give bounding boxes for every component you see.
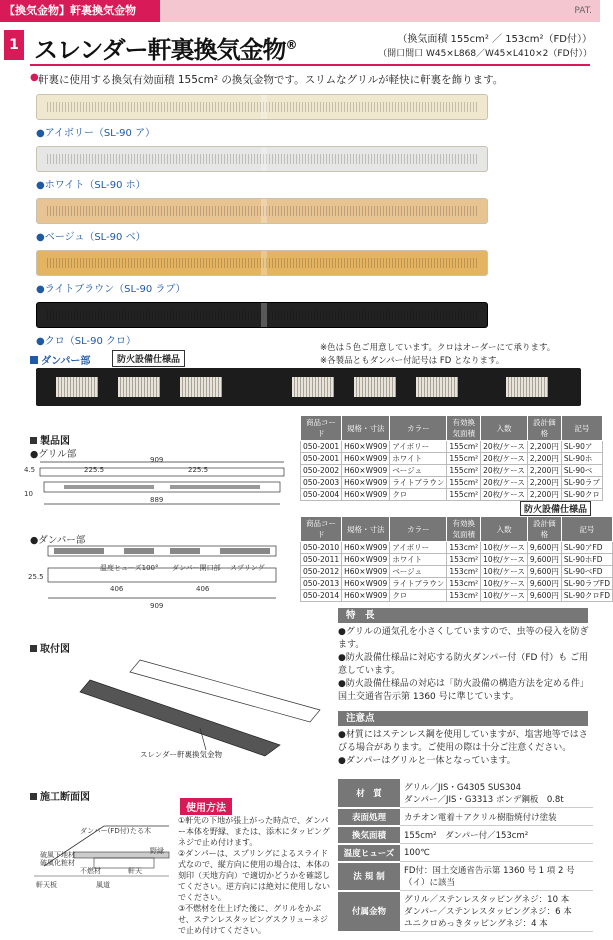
dim-25: 25.5: [28, 573, 44, 581]
table-cell: 2,200円: [527, 489, 561, 501]
table-cell: 2,200円: [527, 441, 561, 453]
grille-joint: [261, 303, 267, 327]
damper-window: [506, 377, 548, 397]
table-cell: 9,600円: [527, 578, 561, 590]
list-item: ①軒先の下地が張上がった時点で、ダンパー本体を野縁、または、添木にタッピングネジで止め付けます。: [178, 816, 330, 847]
table-cell: 10枚/ケース: [481, 542, 528, 554]
table-cell: ベージュ: [390, 465, 447, 477]
table-cell: SL-90ラブFD: [561, 578, 612, 590]
table-row: [301, 453, 603, 465]
table-cell: H60×W909: [342, 554, 390, 566]
note-2: ※各製品ともダンパー付記号は FD となります。: [320, 356, 505, 366]
square-icon: [30, 645, 37, 652]
section-label: たる木: [130, 827, 151, 835]
damper-window: [354, 377, 396, 397]
column-header: カラー: [390, 517, 447, 542]
spec-table-standard: [300, 415, 603, 501]
table-cell: 050-2012: [301, 566, 342, 578]
table-cell: SL-90ホFD: [561, 554, 612, 566]
grille-drawing: [34, 456, 296, 512]
table-cell: 155cm²: [447, 489, 481, 501]
material-key: 付属金物: [338, 891, 400, 932]
table-row: [301, 554, 613, 566]
material-key: 材 質: [338, 779, 400, 808]
table-cell: SL-90ベFD: [561, 566, 612, 578]
damper-drawing: [34, 544, 296, 614]
dim-total: 909: [150, 456, 164, 464]
table-cell: 050-2011: [301, 554, 342, 566]
color-label: ●ベージュ（SL-90 ベ）: [36, 232, 146, 243]
features-list: [338, 626, 593, 704]
table-cell: SL-90ベ: [561, 465, 602, 477]
table-row: [338, 844, 593, 862]
table-row: [301, 578, 613, 590]
drawing-heading: 製品図: [30, 432, 70, 447]
table-cell: H60×W909: [342, 489, 390, 501]
table-row: [338, 808, 593, 826]
square-icon: [30, 356, 38, 364]
column-header: 入数: [481, 517, 528, 542]
page-title: スレンダー軒裏換気金物®: [34, 36, 297, 64]
grille-joint: [261, 199, 267, 223]
table-cell: SL-90ラブ: [561, 477, 602, 489]
mounting-drawing: [80, 650, 325, 760]
table-cell: 20枚/ケース: [481, 477, 528, 489]
column-header: 規格・寸法: [342, 517, 390, 542]
table-cell: クロ: [390, 590, 447, 602]
column-header: 設計価格: [527, 416, 561, 441]
damper-window: [56, 377, 98, 397]
table-cell: SL-90ホ: [561, 453, 602, 465]
color-label: ●ホワイト（SL-90 ホ）: [36, 180, 146, 191]
table-cell: ライトブラウン: [390, 477, 447, 489]
column-header: 記号: [561, 517, 612, 542]
bullet-icon: ●: [30, 72, 39, 83]
grille-photo: [36, 94, 488, 120]
table-cell: 153cm²: [447, 590, 481, 602]
table-cell: 20枚/ケース: [481, 441, 528, 453]
note-1: ※色は５色ご用意しています。クロはオーダーにて承ります。: [320, 343, 556, 353]
column-header: 設計価格: [527, 517, 561, 542]
damper-photo: [36, 368, 581, 406]
damper-window: [416, 377, 458, 397]
square-icon: [30, 437, 37, 444]
table-cell: 153cm²: [447, 554, 481, 566]
table-cell: アイボリー: [390, 441, 447, 453]
table-cell: 10枚/ケース: [481, 566, 528, 578]
table-cell: 155cm²: [447, 453, 481, 465]
list-item: ●防火設備仕様品の対応は「防火設備の構造方法を定める件」国土交通省告示第 1360 号に準じています。: [338, 679, 589, 702]
material-value: 100℃: [400, 844, 593, 862]
list-item: ●防火設備仕様品に対応する防火ダンパー付（FD 付）も ご用意しています。: [338, 653, 589, 676]
grille-joint: [261, 147, 267, 171]
table-row: [301, 465, 603, 477]
material-key: 表面処理: [338, 808, 400, 826]
caution-heading: 注意点: [338, 711, 588, 726]
table-cell: SL-90アFD: [561, 542, 612, 554]
dim-406: 406: [110, 585, 124, 593]
color-label: ●クロ（SL-90 クロ）: [36, 336, 136, 347]
material-value: グリル／JIS・G4305 SUS304 ダンパー／JIS・G3313 ボンデ鋼板 0.8t: [400, 779, 593, 808]
damper-drawing-heading: ●ダンパー部: [30, 535, 86, 546]
table-cell: SL-90ア: [561, 441, 602, 453]
dim-inner: 889: [150, 496, 164, 504]
dim-edge2: 10: [24, 490, 33, 498]
section-label: 野縁: [150, 847, 164, 855]
table-cell: アイボリー: [390, 542, 447, 554]
table-row: [338, 891, 593, 932]
table-cell: 050-2002: [301, 465, 342, 477]
table-row: [301, 489, 603, 501]
table-cell: 050-2003: [301, 477, 342, 489]
table-cell: 155cm²: [447, 441, 481, 453]
list-item: ●グリルの通気孔を小さくしていますので、虫等の侵入を防ぎます。: [338, 627, 589, 650]
grille-photo: [36, 302, 488, 328]
damper-window: [292, 377, 334, 397]
usage-list: [178, 815, 333, 936]
patent-mark: PAT.: [574, 6, 592, 16]
title-rule: [30, 64, 590, 66]
table-header-row: [301, 416, 603, 441]
table-cell: ホワイト: [390, 453, 447, 465]
material-value: カチオン電着＋アクリル樹脂焼付け塗装: [400, 808, 593, 826]
table-cell: SL-90クロ: [561, 489, 602, 501]
caution-list: [338, 729, 593, 768]
table-cell: クロ: [390, 489, 447, 501]
material-value: グリル／ステンレスタッピングネジ：10 本 ダンパー／ステンレスタッピングネジ：6 本 ユニクロめっきタッピングネジ：4 本: [400, 891, 593, 932]
table-cell: 153cm²: [447, 578, 481, 590]
table-cell: 20枚/ケース: [481, 465, 528, 477]
table-row: [338, 862, 593, 891]
table-cell: 050-2014: [301, 590, 342, 602]
table-cell: H60×W909: [342, 453, 390, 465]
fire-label: 防火設備仕様品: [520, 501, 591, 516]
dim-406: 406: [196, 585, 210, 593]
column-header: 記号: [561, 416, 602, 441]
section-label: 軒天板: [36, 881, 57, 889]
grille-photo: [36, 146, 488, 172]
section-label: 破風化粧材: [40, 859, 75, 867]
color-label: ●アイボリー（SL-90 ア）: [36, 128, 156, 139]
list-item: ②ダンパーは、スプリングによるスライド式なので、縦方向に使用の場合は、本体の刻印（天地方向）で適切かどうかを確認してください。逆方向には絶対に使用しないでください。: [178, 849, 330, 902]
table-cell: 050-2013: [301, 578, 342, 590]
table-cell: 050-2010: [301, 542, 342, 554]
table-cell: 10枚/ケース: [481, 578, 528, 590]
table-cell: ライトブラウン: [390, 578, 447, 590]
table-cell: ベージュ: [390, 566, 447, 578]
section-heading: 施工断面図: [30, 788, 90, 803]
table-row: [301, 477, 603, 489]
table-row: [338, 826, 593, 844]
table-cell: 050-2004: [301, 489, 342, 501]
material-value: 155cm² ダンパー付／153cm²: [400, 826, 593, 844]
column-header: 有効換気面積: [447, 416, 481, 441]
table-cell: 153cm²: [447, 566, 481, 578]
damper-window: [180, 377, 222, 397]
spec-table-fire: [300, 516, 613, 602]
section-number: 1: [4, 30, 24, 60]
usage-heading: 使用方法: [180, 798, 232, 815]
list-item: ●ダンパーはグリルと一体となっています。: [338, 756, 516, 766]
table-cell: 20枚/ケース: [481, 453, 528, 465]
damper-opening-label: ダンパー開口部: [172, 564, 221, 572]
table-cell: 050-2001: [301, 441, 342, 453]
grille-joint: [261, 251, 267, 275]
table-header-row: [301, 517, 613, 542]
table-cell: 10枚/ケース: [481, 590, 528, 602]
table-cell: 050-2001: [301, 453, 342, 465]
grille-photo: [36, 198, 488, 224]
column-header: 商品コード: [301, 517, 342, 542]
table-cell: 2,200円: [527, 453, 561, 465]
dim-total: 909: [150, 602, 164, 610]
material-key: 換気面積: [338, 826, 400, 844]
table-cell: 2,200円: [527, 477, 561, 489]
damper-window: [118, 377, 160, 397]
section-label: 風道: [96, 881, 110, 889]
table-row: [301, 441, 603, 453]
spec-area: （換気面積 155cm² ／ 153cm²（FD付））: [397, 34, 592, 45]
grille-joint: [261, 95, 267, 119]
table-cell: H60×W909: [342, 477, 390, 489]
spring-label: スプリング: [230, 564, 265, 572]
grille-heading: ●グリル部: [30, 449, 77, 460]
fire-label: 防火設備仕様品: [112, 350, 185, 367]
section-label: 軒天: [128, 867, 142, 875]
section-label: 不燃材: [80, 867, 101, 875]
square-icon: [30, 793, 37, 800]
grille-photo: [36, 250, 488, 276]
table-row: [338, 779, 593, 808]
table-row: [301, 590, 613, 602]
materials-table: [338, 779, 593, 933]
table-cell: 155cm²: [447, 465, 481, 477]
mounting-heading: 取付図: [30, 640, 70, 655]
table-row: [301, 566, 613, 578]
column-header: 有効換気面積: [447, 517, 481, 542]
table-cell: SL-90クロFD: [561, 590, 612, 602]
list-item: ③不燃材を仕上げた後に、グリルをかぶせ、ステンレスタッピングスクリューネジで止め付けてください。: [178, 904, 328, 935]
lead-text: 軒裏に使用する換気有効面積 155cm² の換気金物です。スリムなグリルが軽快に軒裏を飾ります。: [38, 74, 504, 86]
color-label: ●ライトブラウン（SL-90 ラブ）: [36, 284, 186, 295]
mounting-caption: スレンダー軒裏換気金物: [140, 750, 223, 759]
table-cell: H60×W909: [342, 441, 390, 453]
table-cell: 10枚/ケース: [481, 554, 528, 566]
table-row: [301, 542, 613, 554]
table-cell: ホワイト: [390, 554, 447, 566]
table-cell: H60×W909: [342, 542, 390, 554]
dim-seg: 225.5: [84, 466, 105, 474]
category-label: 【換気金物】軒裏換気金物: [0, 0, 160, 22]
material-key: 温度ヒューズ: [338, 844, 400, 862]
list-item: ●材質にはステンレス鋼を使用していますが、塩害地等ではさびる場合があります。ご使用の際は十分ご注意ください。: [338, 730, 588, 753]
column-header: 入数: [481, 416, 528, 441]
material-key: 法 規 制: [338, 862, 400, 891]
fuse-label: 温度ヒューズ100°: [100, 564, 159, 572]
table-cell: 2,200円: [527, 465, 561, 477]
section-label: ダンパー(FD付): [80, 827, 130, 835]
table-cell: 9,600円: [527, 590, 561, 602]
material-value: FD付：国土交通省告示第 1360 号 1 項 2 号（イ）に該当: [400, 862, 593, 891]
table-cell: H60×W909: [342, 590, 390, 602]
table-cell: 20枚/ケース: [481, 489, 528, 501]
dim-seg: 225.5: [188, 466, 209, 474]
column-header: カラー: [390, 416, 447, 441]
column-header: 規格・寸法: [342, 416, 390, 441]
table-cell: H60×W909: [342, 465, 390, 477]
table-cell: 155cm²: [447, 477, 481, 489]
dim-edge: 4.5: [24, 466, 36, 474]
table-cell: 9,600円: [527, 554, 561, 566]
column-header: 商品コード: [301, 416, 342, 441]
table-cell: 153cm²: [447, 542, 481, 554]
spec-opening: （開口間口 W45×L868／W45×L410×2（FD付））: [378, 49, 592, 59]
table-cell: H60×W909: [342, 578, 390, 590]
table-cell: 9,600円: [527, 566, 561, 578]
table-cell: H60×W909: [342, 566, 390, 578]
damper-heading: ダンパー部: [30, 352, 90, 367]
table-cell: 9,600円: [527, 542, 561, 554]
section-label: 破風下地材: [40, 851, 75, 859]
features-heading: 特 長: [338, 608, 588, 623]
